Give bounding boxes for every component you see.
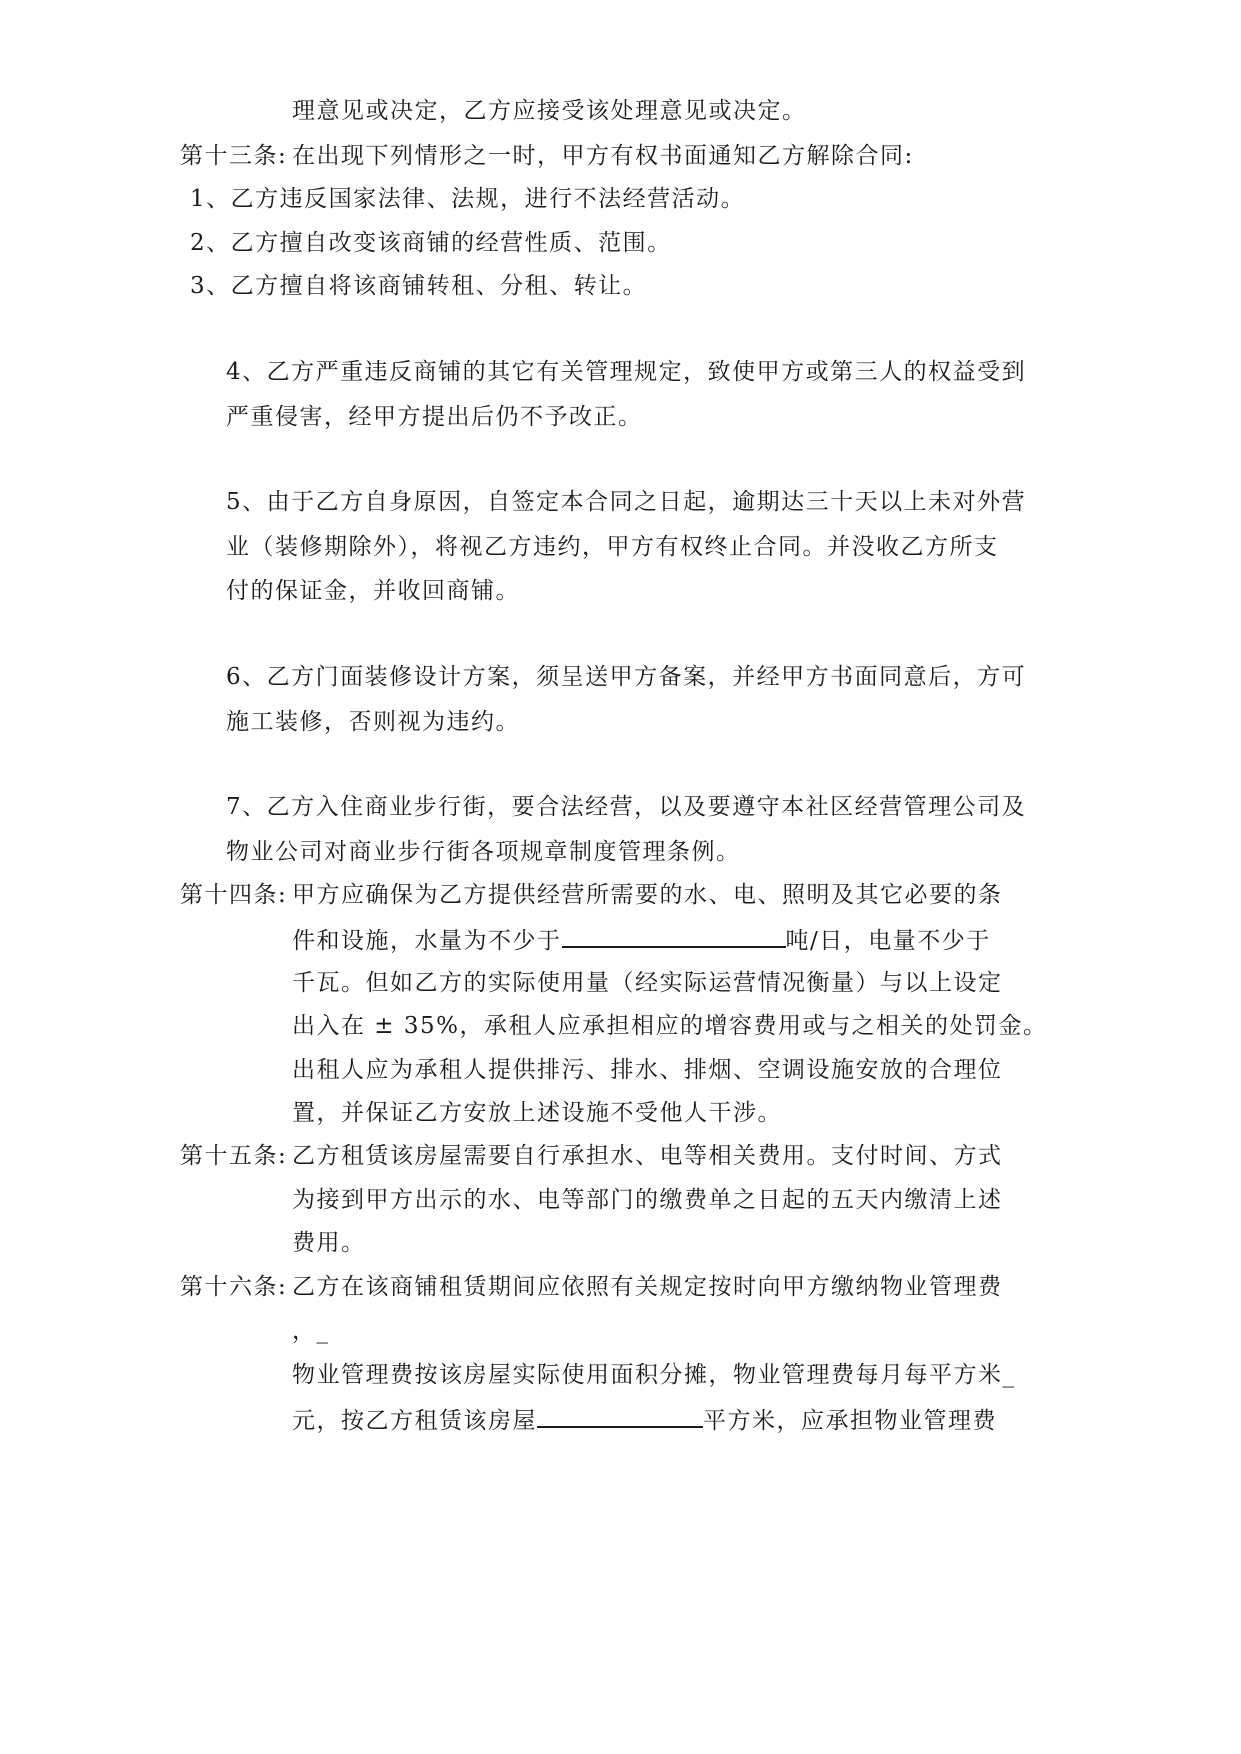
article-14-line: 甲方应确保为乙方提供经营所需要的水、电、照明及其它必要的条 [292, 882, 1003, 908]
article-16-line4-pre: 元，按乙方租赁该房屋 [292, 1408, 537, 1434]
article-14-line2-post: 吨/日，电量不少于 [785, 928, 991, 954]
article-15-line: 费用。 [292, 1230, 366, 1256]
article-13-item-4-line: 4、乙方严重违反商铺的其它有关管理规定，致使甲方或第三人的权益受到 [226, 359, 1027, 385]
continuation-text: 理意见或决定，乙方应接受该处理意见或决定。 [292, 98, 807, 124]
article-16-line: ，_ [292, 1318, 330, 1344]
article-15-line: 乙方租赁该房屋需要自行承担水、电等相关费用。支付时间、方式 [292, 1143, 1003, 1169]
article-16-line-with-blank [292, 1404, 997, 1436]
article-16-line: 乙方在该商铺租赁期间应依照有关规定按时向甲方缴纳物业管理费 [292, 1274, 1003, 1300]
article-13-item-6-line: 施工装修，否则视为违约。 [226, 709, 520, 735]
article-14-line: 出入在 ± 35%，承租人应承担相应的增容费用或与之相关的处罚金。 [292, 1013, 1048, 1039]
article-15-heading: 第十五条: [180, 1143, 288, 1169]
article-13-item-1: 1、乙方违反国家法律、法规，进行不法经营活动。 [190, 186, 746, 212]
article-13-item-3: 3、乙方擅自将该商铺转租、分租、转让。 [190, 273, 648, 299]
article-16-line4-post: 平方米，应承担物业管理费 [703, 1408, 997, 1434]
article-15-line: 为接到甲方出示的水、电等部门的缴费单之日起的五天内缴清上述 [292, 1187, 1003, 1213]
article-13-item-4-line: 严重侵害，经甲方提出后仍不予改正。 [226, 404, 643, 430]
article-14-line: 出租人应为承租人提供排污、排水、排烟、空调设施安放的合理位 [292, 1057, 1003, 1083]
article-16-line: 物业管理费按该房屋实际使用面积分摊，物业管理费每月每平方米_ [292, 1362, 1016, 1388]
article-13-item-5-line: 业（装修期除外），将视乙方违约，甲方有权终止合同。并没收乙方所支 [226, 534, 999, 560]
article-13-heading: 第十三条: [180, 143, 288, 169]
area-blank [537, 1404, 703, 1428]
article-13-item-6-line: 6、乙方门面装修设计方案，须呈送甲方备案，并经甲方书面同意后，方可 [226, 664, 1027, 690]
water-amount-blank [562, 924, 786, 948]
article-14-line: 千瓦。但如乙方的实际使用量（经实际运营情况衡量）与以上设定 [292, 970, 1003, 996]
article-14-line-with-blank [292, 924, 991, 956]
article-13-item-7-line: 物业公司对商业步行街各项规章制度管理条例。 [226, 839, 741, 865]
article-13-item-5-line: 付的保证金，并收回商铺。 [226, 578, 520, 604]
article-16-heading: 第十六条: [180, 1274, 288, 1300]
article-14-line: 置，并保证乙方安放上述设施不受他人干涉。 [292, 1100, 782, 1126]
article-13-text: 在出现下列情形之一时，甲方有权书面通知乙方解除合同: [292, 143, 914, 169]
article-14-line2-pre: 件和设施，水量为不少于 [292, 928, 562, 954]
article-13-item-7-line: 7、乙方入住商业步行街，要合法经营，以及要遵守本社区经营管理公司及 [226, 794, 1027, 820]
article-14-heading: 第十四条: [180, 882, 288, 908]
article-13-item-5-line: 5、由于乙方自身原因，自签定本合同之日起，逾期达三十天以上未对外营 [226, 489, 1027, 515]
article-13-item-2: 2、乙方擅自改变该商铺的经营性质、范围。 [190, 230, 672, 256]
